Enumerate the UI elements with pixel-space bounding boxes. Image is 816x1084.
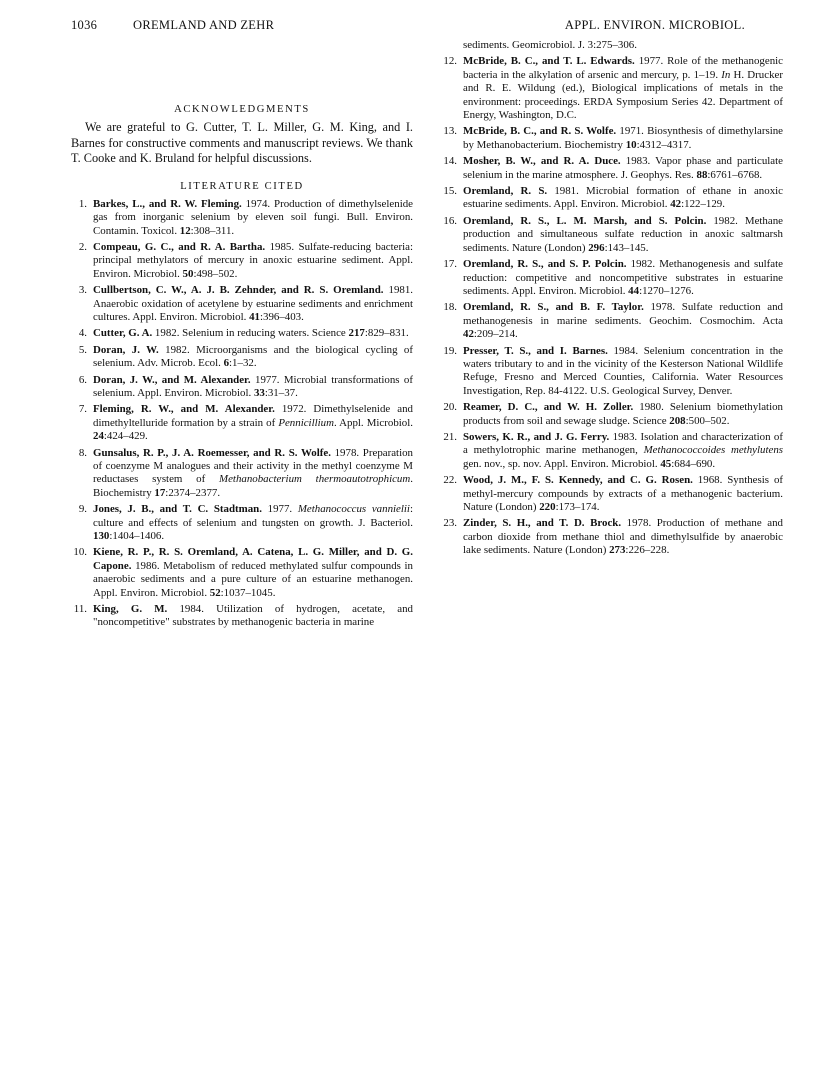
reference-text: 1974. Production of dimethylselenide gas from inorganic selenium by eleven soil fungi. Bull. Environ. Contamin. Toxicol. [93,197,413,237]
reference-text: 1977. Role of the methanogenic bacteria in the alkylation of arsenic and mercury, p. 1–19. [463,55,783,81]
reference-number: 14. [443,155,457,168]
reference-volume: 24 [93,430,104,443]
reference-italic: In [721,68,731,81]
reference-pages: :500–502. [685,414,730,427]
running-head-authors: OREMLAND AND ZEHR [133,18,275,32]
reference-authors: Wood, J. M., F. S. Kennedy, and C. G. Rosen. [463,474,693,487]
reference-pages: :4312–4317. [636,138,692,151]
reference-number: 16. [443,214,457,227]
reference-volume: 50 [182,267,194,280]
reference-authors: Cullbertson, C. W., A. J. B. Zehnder, and R. S. Oremland. [93,284,384,297]
reference-item [71,327,413,340]
reference-pages: :396–403. [259,310,304,323]
reference-item [71,241,413,281]
reference-text: 1971. Biosynthesis of dimethylarsine by Methanobacterium. Biochemistry [463,125,784,151]
reference-number: 9. [78,503,87,516]
reference-volume: 12 [179,224,191,237]
reference-item [441,345,783,399]
reference-number: 22. [443,474,457,487]
reference-item [71,603,413,630]
reference-item [441,125,783,152]
reference-pages: :173–174. [555,501,600,513]
reference-number: 1. [78,197,87,210]
reference-text: 1981. Microbial formation of ethane in anoxic estuarine sediments. Appl. Environ. Microbiol. [463,185,783,211]
reference-text-cont: gen. nov., sp. nov. Appl. Environ. Microbiol. [463,457,661,470]
reference-number: 17. [443,258,457,271]
running-head-journal: APPL. ENVIRON. MICROBIOL. [564,18,745,32]
reference-pages: :308–311. [190,224,235,237]
reference-authors: Compeau, G. C., and R. A. Bartha. [93,240,266,253]
reference-text: 1984. Utilization of hydrogen, acetate, and "noncompetitive" substrates by methanogenic bacteria in marine [93,603,413,629]
reference-authors: Presser, T. S., and I. Barnes. [463,344,608,357]
reference-authors: Zinder, S. H., and T. D. Brock. [463,517,622,530]
reference-text: 1983. Vapor phase and particulate selenium in the marine atmosphere. J. Geophys. Res. [463,155,783,181]
reference-authors: Kiene, R. P., R. S. Oremland, A. Catena, L. G. Miller, and D. G. Capone. [93,546,413,572]
reference-authors: Gunsalus, R. P., J. A. Roemesser, and R. S. Wolfe. [93,446,331,459]
page-number: 1036 [71,18,98,32]
reference-number: 21. [443,430,457,443]
reference-authors: Jones, J. B., and T. C. Stadtman. [93,503,262,516]
acknowledgments-title: ACKNOWLEDGMENTS [174,104,310,115]
reference-pages: :31–37. [264,386,298,399]
reference-item [71,447,413,501]
reference-number: 5. [78,343,87,356]
reference-text-cont: : culture and effects of selenium and tungsten on growth. J. Bacteriol. [93,503,413,529]
reference-pages: :424–429. [103,430,148,443]
reference-number: 19. [443,344,457,357]
reference-pages: :6761–6768. [707,168,763,181]
reference-authors: Mosher, B. W., and R. A. Duce. [463,155,621,168]
reference-item [71,374,413,401]
reference-item [441,155,783,182]
reference-item [441,301,783,341]
reference-pages: :122–129. [681,198,725,211]
reference-item [71,284,413,324]
reference-italic: Methanobacterium thermoautotrophicum [219,473,411,486]
literature-cited-title: LITERATURE CITED [180,181,304,193]
reference-volume: 220 [539,501,556,513]
reference-item [441,258,783,298]
reference-text: 1978. Preparation of coenzyme M analogues and their activity in the methyl coenzyme M reductases system of [93,446,413,486]
reference-volume: 273 [609,544,626,557]
reference-pages: :1270–1276. [639,284,694,297]
reference-authors: Oremland, R. S. [463,185,548,198]
reference-number: 18. [443,301,457,314]
reference-number: 7. [78,403,87,416]
reference-authors: McBride, B. C., and T. L. Edwards. [463,55,635,68]
reference-item [71,344,413,371]
reference-item [441,185,783,212]
right-column [441,39,783,561]
reference-authors: Sowers, K. R., and J. G. Ferry. [463,430,610,443]
reference-continuation: sediments. Geomicrobiol. J. 3:275–306. [463,39,637,51]
reference-text: 1982. Selenium in reducing waters. Science [152,327,349,340]
reference-list-left [71,198,413,630]
reference-item [441,55,783,122]
reference-text: 1985. Sulfate-reducing bacteria: principal methylators of mercury in anoxic estuarine sediment. Appl. Environ. Microbiol. [93,240,414,280]
reference-item [441,474,783,514]
reference-number: 15. [443,185,457,198]
reference-item [71,503,413,543]
reference-list-right [441,55,783,557]
reference-text: 1968. Synthesis of methyl-mercury compounds by extracts of a methanogenic bacterium. Nature (London) [463,474,784,513]
reference-volume: 208 [669,414,686,427]
reference-number: 20. [443,401,457,414]
reference-number: 2. [78,240,87,253]
reference-authors: Oremland, R. S., L. M. Marsh, and S. Polcin. [463,214,707,227]
reference-text-cont: . Biochemistry [93,473,413,499]
reference-item [441,401,783,428]
reference-authors: Barkes, L., and R. W. Fleming. [93,197,242,210]
reference-volume: 17 [154,486,166,499]
reference-authors: Cutter, G. A. [93,327,153,340]
reference-italic: Pennicillium [278,416,334,429]
reference-number: 3. [78,284,87,297]
reference-pages: :498–502. [193,267,238,280]
reference-text: 1977. Microbial transformations of selenium. Appl. Environ. Microbiol. [93,373,413,399]
reference-pages: :209–214. [473,328,518,341]
reference-item [441,517,783,557]
reference-pages: :1404–1406. [109,530,165,543]
reference-number: 13. [443,125,457,138]
reference-text: 1983. Isolation and characterization of a methylotrophic marine methanogen, [463,430,783,457]
reference-authors: McBride, B. C., and R. S. Wolfe. [463,125,617,138]
reference-volume: 42 [670,198,682,211]
reference-item [71,403,413,443]
reference-text: 1982. Methanogenesis and sulfate reduction: competitive and noncompetitive substrates in estuarine sediments. Appl. Environ. Microbiol. [463,258,783,297]
reference-text-cont: H. Drucker and R. E. Wildung (ed.), Biological implications of metals in the environment: proceedings. ERDA Symposium Series 42. Department of Energy, Washington, D.C. [463,68,783,122]
reference-pages: :226–228. [625,544,670,557]
reference-text: 1986. Metabolism of reduced methylated sulfur compounds in anaerobic sediments and a pure culture of an estuarine methanogen. Appl. Environ. Microbiol. [93,559,413,599]
reference-italic: Methanococcus vannielii [297,503,410,516]
reference-number: 4. [78,327,87,340]
reference-volume: 44 [628,284,640,297]
reference-pages: :1–32. [229,357,257,370]
reference-volume: 6 [223,357,230,370]
reference-text: 1977. [261,503,298,516]
reference-number: 12. [443,55,457,68]
reference-volume: 45 [660,457,672,470]
reference-number: 6. [78,373,87,386]
reference-volume: 42 [463,328,474,341]
reference-volume: 130 [93,530,110,543]
reference-text: 1981. Anaerobic oxidation of acetylene by estuarine sediments and enrichment cultures. Appl. Environ. Microbiol. [93,284,413,323]
reference-volume: 88 [696,168,708,181]
reference-volume: 33 [253,386,265,399]
reference-volume: 10 [625,138,637,151]
reference-text: 1978. Sulfate reduction and methanogenesis in marine sediments. Geochim. Cosmochim. Acta [463,301,783,327]
reference-item [71,546,413,600]
reference-authors: Oremland, R. S., and S. P. Polcin. [463,258,627,271]
reference-authors: Doran, J. W., and M. Alexander. [93,373,251,386]
reference-text: 1982. Methane production and simultaneous sulfate reduction in anoxic saltmarsh sediments. Nature (London) [463,214,783,254]
reference-text: 1972. Dimethylselenide and dimethyltelluride formation by a strain of [93,403,413,429]
reference-text: 1978. Production of methane and carbon dioxide from methane thiol and dimethylsulfide by anaerobic lake sediments. Nature (London) [463,517,783,557]
reference-pages: :1037–1045. [220,586,276,599]
reference-volume: 217 [348,327,365,340]
reference-number: 8. [78,446,87,459]
reference-authors: Oremland, R. S., and B. F. Taylor. [463,301,644,314]
reference-volume: 52 [209,586,221,599]
reference-volume: 41 [249,310,260,323]
reference-pages: :684–690. [671,457,716,470]
reference-authors: Fleming, R. W., and M. Alexander. [93,403,275,416]
reference-authors: Reamer, D. C., and W. H. Zoller. [463,401,634,414]
reference-number: 11. [73,603,87,616]
reference-text: 1984. Selenium concentration in the waters tributary to and in the vicinity of the Kesterson National Wildlife Refuge, Fresno and Merced Counties, California. Water Resources Investigation, Rep. 84-4122. U.S. Geological Survey, Denver. [463,344,784,397]
reference-text: 1980. Selenium biomethylation products from soil and sewage sludge. Science [463,401,783,427]
reference-italic: Methanococcoides methylutens [643,444,783,457]
reference-text-cont: . Appl. Microbiol. [333,416,413,429]
reference-pages: :2374–2377. [165,486,221,499]
reference-text: 1982. Microorganisms and the biological cycling of selenium. Adv. Microb. Ecol. [93,343,413,370]
reference-pages: :143–145. [604,241,649,254]
reference-authors: King, G. M. [93,603,168,616]
reference-authors: Doran, J. W. [93,343,159,356]
reference-pages: :829–831. [364,327,409,340]
left-column [71,103,413,633]
reference-item [71,198,413,238]
acknowledgments-text: We are grateful to G. Cutter, T. L. Miller, G. M. King, and I. Barnes for constructive comments and manuscript reviews. We thank T. Cooke and K. Bruland for helpful discussions. [71,120,413,165]
reference-item [441,215,783,255]
reference-item [441,431,783,471]
reference-number: 10. [73,546,87,559]
reference-number: 23. [443,517,457,530]
reference-volume: 296 [588,241,605,254]
